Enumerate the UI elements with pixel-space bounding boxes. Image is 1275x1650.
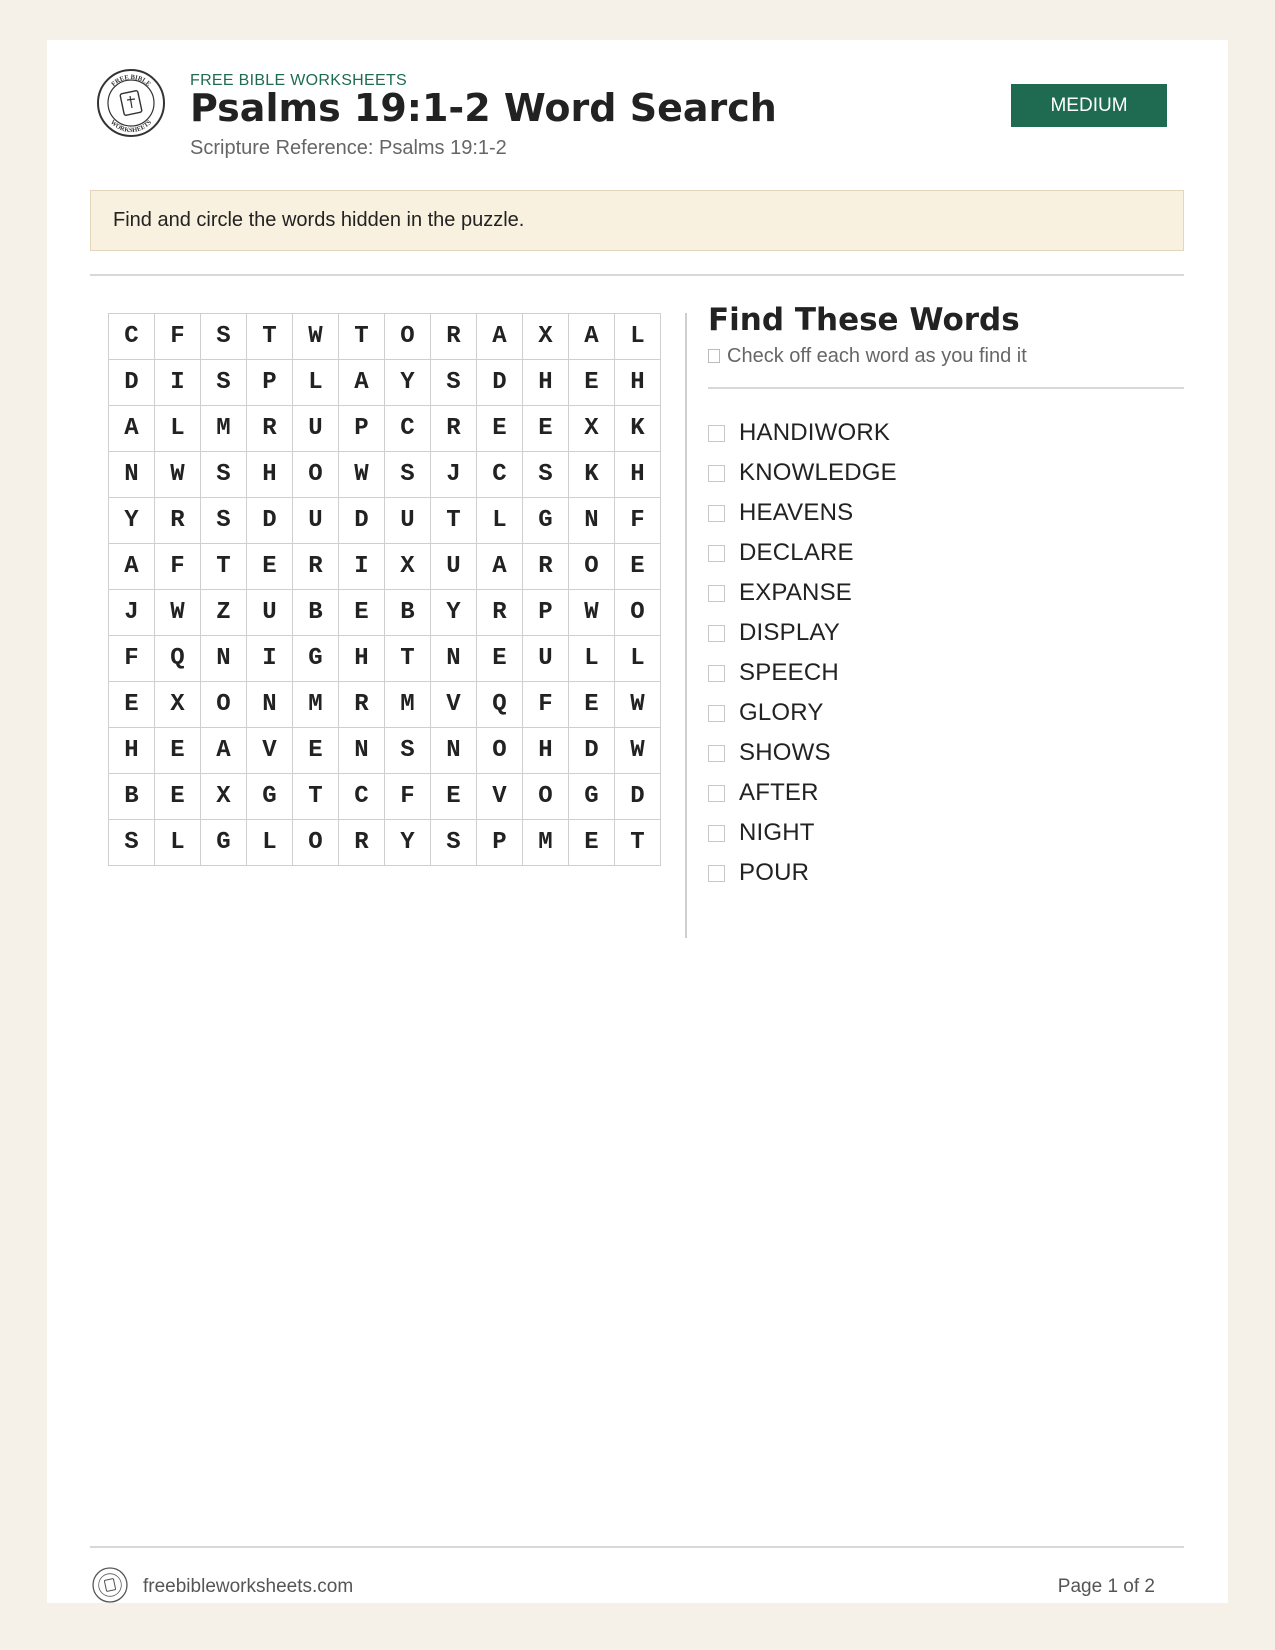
word-label: NIGHT [739, 819, 815, 846]
grid-cell: D [569, 728, 615, 774]
grid-cell: S [385, 728, 431, 774]
grid-cell: G [201, 820, 247, 866]
page-number: Page 1 of 2 [1057, 1576, 1155, 1597]
grid-cell: X [569, 406, 615, 452]
word-list-item [708, 453, 897, 493]
grid-cell: O [293, 820, 339, 866]
grid-cell: T [615, 820, 661, 866]
grid-cell: D [477, 360, 523, 406]
grid-cell: T [293, 774, 339, 820]
grid-cell: P [477, 820, 523, 866]
word-label: SHOWS [739, 739, 831, 766]
grid-cell: P [339, 406, 385, 452]
grid-cell: W [339, 452, 385, 498]
grid-cell: T [431, 498, 477, 544]
grid-cell: X [155, 682, 201, 728]
grid-cell: H [109, 728, 155, 774]
grid-cell: N [201, 636, 247, 682]
grid-cell: L [477, 498, 523, 544]
grid-cell: P [523, 590, 569, 636]
grid-cell: W [615, 682, 661, 728]
grid-cell: R [431, 314, 477, 360]
grid-cell: F [109, 636, 155, 682]
word-label: GLORY [739, 699, 824, 726]
grid-cell: J [431, 452, 477, 498]
word-list-item [708, 693, 897, 733]
grid-cell: E [109, 682, 155, 728]
scripture-reference: Scripture Reference: Psalms 19:1-2 [190, 137, 507, 159]
grid-cell: T [339, 314, 385, 360]
word-list-hint [708, 345, 1027, 368]
grid-cell: B [293, 590, 339, 636]
grid-cell: K [569, 452, 615, 498]
grid-cell: X [201, 774, 247, 820]
grid-cell: O [569, 544, 615, 590]
grid-cell: L [155, 406, 201, 452]
worksheet-page [47, 40, 1228, 1603]
grid-cell: E [569, 682, 615, 728]
bible-seal-icon [96, 68, 166, 138]
word-label: DECLARE [739, 539, 854, 566]
grid-cell: V [247, 728, 293, 774]
grid-cell: A [201, 728, 247, 774]
grid-cell: N [339, 728, 385, 774]
grid-cell: D [615, 774, 661, 820]
grid-cell: L [247, 820, 293, 866]
grid-cell: O [385, 314, 431, 360]
grid-cell: I [339, 544, 385, 590]
logo-top-text: FREE BIBLE [110, 73, 152, 88]
grid-cell: R [293, 544, 339, 590]
grid-cell: F [615, 498, 661, 544]
grid-cell: J [109, 590, 155, 636]
footer-divider [90, 1546, 1184, 1548]
grid-cell: S [201, 314, 247, 360]
grid-cell: O [523, 774, 569, 820]
checkbox-icon [708, 349, 720, 363]
grid-cell: H [523, 728, 569, 774]
word-list-title: Find These Words [708, 302, 1020, 338]
grid-cell: N [109, 452, 155, 498]
grid-cell: E [569, 360, 615, 406]
grid-cell: C [339, 774, 385, 820]
grid-cell: R [339, 682, 385, 728]
grid-cell: E [477, 636, 523, 682]
grid-cell: G [247, 774, 293, 820]
grid-cell: G [523, 498, 569, 544]
grid-cell: Y [385, 820, 431, 866]
grid-cell: Y [109, 498, 155, 544]
divider [708, 387, 1184, 389]
word-list-item [708, 733, 897, 773]
grid-cell: E [569, 820, 615, 866]
word-list-item [708, 413, 897, 453]
word-list-item [708, 493, 897, 533]
word-list [708, 413, 897, 893]
word-list-item [708, 773, 897, 813]
grid-cell: G [569, 774, 615, 820]
word-list-hint-text: Check off each word as you find it [727, 345, 1027, 367]
divider [90, 274, 1184, 276]
grid-cell: E [477, 406, 523, 452]
grid-cell: R [431, 406, 477, 452]
grid-cell: Y [385, 360, 431, 406]
word-list-item [708, 853, 897, 893]
grid-cell: U [431, 544, 477, 590]
grid-cell: E [247, 544, 293, 590]
grid-cell: R [155, 498, 201, 544]
brand-name: FREE BIBLE WORKSHEETS [190, 72, 408, 89]
grid-cell: N [247, 682, 293, 728]
word-checkbox[interactable] [708, 705, 725, 722]
grid-cell: L [155, 820, 201, 866]
word-checkbox[interactable] [708, 625, 725, 642]
grid-cell: T [247, 314, 293, 360]
grid-cell: C [385, 406, 431, 452]
instructions-box: Find and circle the words hidden in the puzzle. [90, 190, 1184, 251]
grid-cell: F [155, 314, 201, 360]
word-list-item [708, 533, 897, 573]
footer-website: freebibleworksheets.com [143, 1576, 354, 1597]
grid-cell: O [293, 452, 339, 498]
grid-cell: X [385, 544, 431, 590]
word-label: POUR [739, 859, 810, 886]
grid-cell: Q [155, 636, 201, 682]
grid-cell: S [385, 452, 431, 498]
grid-cell: V [431, 682, 477, 728]
grid-cell: H [247, 452, 293, 498]
grid-cell: E [155, 774, 201, 820]
grid-cell: H [615, 360, 661, 406]
word-checkbox[interactable] [708, 865, 725, 882]
grid-cell: R [339, 820, 385, 866]
grid-cell: S [201, 498, 247, 544]
grid-cell: I [155, 360, 201, 406]
grid-cell: M [385, 682, 431, 728]
word-checkbox[interactable] [708, 665, 725, 682]
bible-seal-icon [92, 1567, 128, 1603]
word-checkbox[interactable] [708, 745, 725, 762]
difficulty-badge: MEDIUM [1011, 84, 1167, 127]
grid-cell: C [477, 452, 523, 498]
word-list-item [708, 613, 897, 653]
grid-cell: A [477, 544, 523, 590]
grid-cell: W [569, 590, 615, 636]
grid-cell: O [477, 728, 523, 774]
grid-cell: A [477, 314, 523, 360]
word-checkbox[interactable] [708, 545, 725, 562]
grid-cell: B [385, 590, 431, 636]
grid-cell: S [109, 820, 155, 866]
grid-cell: N [431, 728, 477, 774]
grid-cell: W [615, 728, 661, 774]
word-checkbox[interactable] [708, 585, 725, 602]
word-label: EXPANSE [739, 579, 852, 606]
grid-cell: L [569, 636, 615, 682]
grid-cell: L [293, 360, 339, 406]
word-list-item [708, 573, 897, 613]
grid-cell: E [339, 590, 385, 636]
word-label: DISPLAY [739, 619, 840, 646]
grid-cell: U [385, 498, 431, 544]
word-checkbox[interactable] [708, 505, 725, 522]
grid-cell: A [109, 544, 155, 590]
grid-cell: L [615, 314, 661, 360]
grid-cell: Y [431, 590, 477, 636]
page-title: Psalms 19:1-2 Word Search [190, 86, 777, 130]
grid-cell: C [109, 314, 155, 360]
word-label: AFTER [739, 779, 819, 806]
grid-cell: A [339, 360, 385, 406]
grid-cell: H [615, 452, 661, 498]
grid-cell: G [293, 636, 339, 682]
grid-cell: F [385, 774, 431, 820]
grid-cell: F [155, 544, 201, 590]
grid-cell: W [293, 314, 339, 360]
grid-cell: V [477, 774, 523, 820]
grid-cell: S [431, 360, 477, 406]
grid-cell: U [247, 590, 293, 636]
grid-cell: E [155, 728, 201, 774]
grid-cell: Z [201, 590, 247, 636]
grid-cell: I [247, 636, 293, 682]
word-checkbox[interactable] [708, 465, 725, 482]
grid-cell: M [523, 820, 569, 866]
grid-cell: S [201, 360, 247, 406]
grid-cell: T [201, 544, 247, 590]
word-label: KNOWLEDGE [739, 459, 897, 486]
grid-cell: E [293, 728, 339, 774]
word-label: SPEECH [739, 659, 839, 686]
grid-cell: D [339, 498, 385, 544]
grid-cell: U [293, 406, 339, 452]
grid-cell: B [109, 774, 155, 820]
grid-cell: E [431, 774, 477, 820]
grid-cell: W [155, 452, 201, 498]
word-list-item [708, 653, 897, 693]
grid-cell: O [201, 682, 247, 728]
grid-cell: E [615, 544, 661, 590]
grid-cell: R [477, 590, 523, 636]
grid-cell: O [615, 590, 661, 636]
column-divider [685, 313, 687, 938]
word-checkbox[interactable] [708, 785, 725, 802]
word-label: HANDIWORK [739, 419, 891, 446]
grid-cell: M [293, 682, 339, 728]
grid-cell: E [523, 406, 569, 452]
grid-cell: S [523, 452, 569, 498]
grid-cell: T [385, 636, 431, 682]
grid-cell: H [339, 636, 385, 682]
grid-cell: A [109, 406, 155, 452]
grid-cell: K [615, 406, 661, 452]
grid-cell: A [569, 314, 615, 360]
grid-cell: M [201, 406, 247, 452]
grid-cell: S [431, 820, 477, 866]
grid-cell: R [523, 544, 569, 590]
grid-cell: H [523, 360, 569, 406]
grid-cell: X [523, 314, 569, 360]
grid-cell: N [569, 498, 615, 544]
word-checkbox[interactable] [708, 425, 725, 442]
grid-cell: F [523, 682, 569, 728]
grid-cell: N [431, 636, 477, 682]
grid-cell: U [523, 636, 569, 682]
grid-cell: D [247, 498, 293, 544]
grid-cell: R [247, 406, 293, 452]
logo-bottom-text: WORKSHEETS [108, 118, 154, 135]
word-checkbox[interactable] [708, 825, 725, 842]
grid-cell: L [615, 636, 661, 682]
grid-cell: W [155, 590, 201, 636]
word-search-grid [108, 313, 661, 866]
word-label: HEAVENS [739, 499, 854, 526]
grid-cell: S [201, 452, 247, 498]
grid-cell: Q [477, 682, 523, 728]
grid-cell: D [109, 360, 155, 406]
word-list-item [708, 813, 897, 853]
grid-cell: P [247, 360, 293, 406]
grid-cell: U [293, 498, 339, 544]
